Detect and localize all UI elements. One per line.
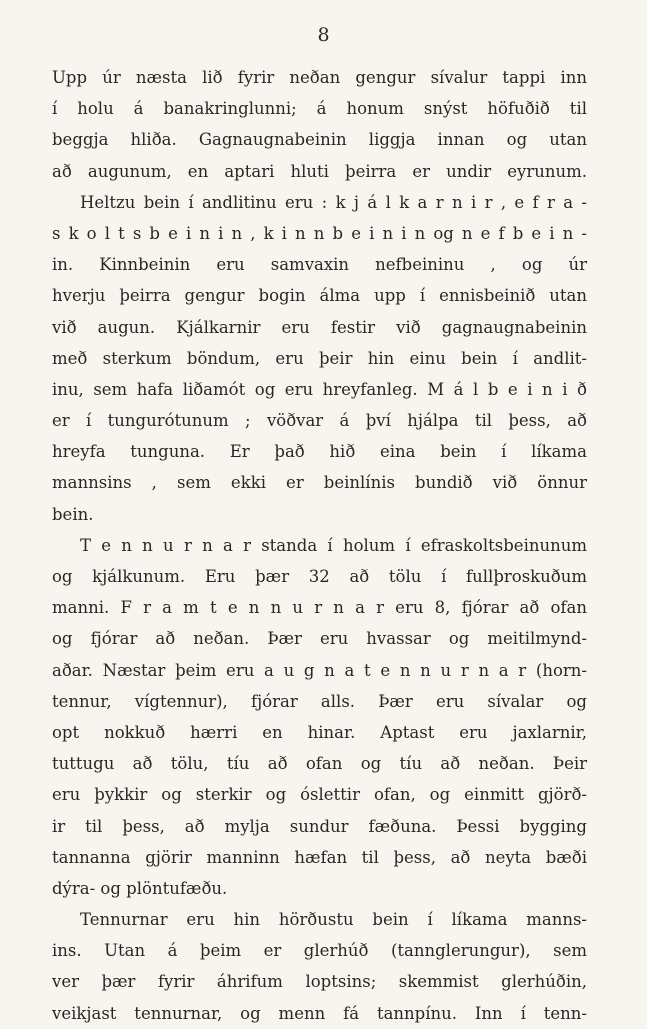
text-line: tuttugu að tölu, tíu að ofan og tíu að neðan. Þeir bbox=[52, 754, 587, 774]
text-line: með sterkum böndum, eru þeir hin einu bein í andlit- bbox=[52, 348, 587, 368]
text-line: bein. bbox=[52, 504, 94, 524]
text-line: Tennurnar eru hin hörðustu bein í líkama manns- bbox=[80, 910, 587, 930]
text-line: eru þykkir og sterkir og óslettir ofan, og einmitt gjörð- bbox=[52, 785, 587, 805]
text-line: ir til þess, að mylja sundur fæðuna. Þessi bygging bbox=[52, 816, 587, 836]
text-line: dýra- og plöntufæðu. bbox=[52, 878, 228, 898]
text-line: tennur, vígtennur), fjórar alls. Þær eru sívalar og bbox=[52, 691, 587, 711]
text-line: beggja hliða. Gagnaugnabeinin liggja innan og utan bbox=[52, 130, 587, 150]
text-line: T e n n u r n a r standa í holum í efraskoltsbeinunum bbox=[80, 535, 587, 555]
text-line: veikjast tennurnar, og menn fá tannpínu. Inn í tenn- bbox=[52, 1003, 587, 1023]
text-line: er í tungurótunum ; vöðvar á því hjálpa til þess, að bbox=[52, 411, 587, 431]
text-line: mannsins , sem ekki er beinlínis bundið við önnur bbox=[52, 473, 587, 493]
text-line: og kjálkunum. Eru þær 32 að tölu í fullþroskuðum bbox=[52, 567, 587, 586]
text-line: í holu á banakringlunni; á honum snýst höfuðið til bbox=[52, 99, 587, 119]
text-line: inu, sem hafa liðamót og eru hreyfanleg. M á l b e i n i ð bbox=[52, 379, 587, 399]
text-line: Heltzu bein í andlitinu eru : k j á l k a r n i r , e f r a - bbox=[80, 192, 587, 212]
text-line: in. Kinnbeinin eru samvaxin nefbeininu , og úr bbox=[52, 255, 587, 275]
text-line: við augun. Kjálkarnir eru festir við gagnaugnabeinin bbox=[52, 317, 587, 337]
text-line: og fjórar að neðan. Þær eru hvassar og meitilmynd- bbox=[52, 629, 587, 649]
text-line: s k o l t s b e i n i n , k i n n b e i n i n og n e f b e i n - bbox=[52, 223, 587, 243]
text-line: opt nokkuð hærri en hinar. Aptast eru jaxlarnir, bbox=[52, 722, 587, 742]
page-number: 8 bbox=[317, 24, 330, 46]
text-line: tannanna gjörir manninn hæfan til þess, að neyta bæði bbox=[52, 847, 587, 867]
text-line: aðar. Næstar þeim eru a u g n a t e n n u r n a r (horn- bbox=[52, 660, 587, 680]
text-line: Upp úr næsta lið fyrir neðan gengur sívalur tappi inn bbox=[52, 68, 587, 87]
text-line: ver þær fyrir áhrifum loptsins; skemmist glerhúðin, bbox=[52, 972, 587, 992]
body-text bbox=[52, 62, 587, 1029]
text-line: að augunum, en aptari hluti þeirra er undir eyrunum. bbox=[52, 161, 587, 181]
text-line: hreyfa tunguna. Er það hið eina bein í líkama bbox=[52, 442, 587, 462]
text-line: hverju þeirra gengur bogin álma upp í ennisbeinið utan bbox=[52, 286, 587, 306]
text-line: manni. F r a m t e n n u r n a r eru 8, fjórar að ofan bbox=[52, 598, 587, 618]
text-line: ins. Utan á þeim er glerhúð (tannglerungur), sem bbox=[52, 941, 587, 961]
